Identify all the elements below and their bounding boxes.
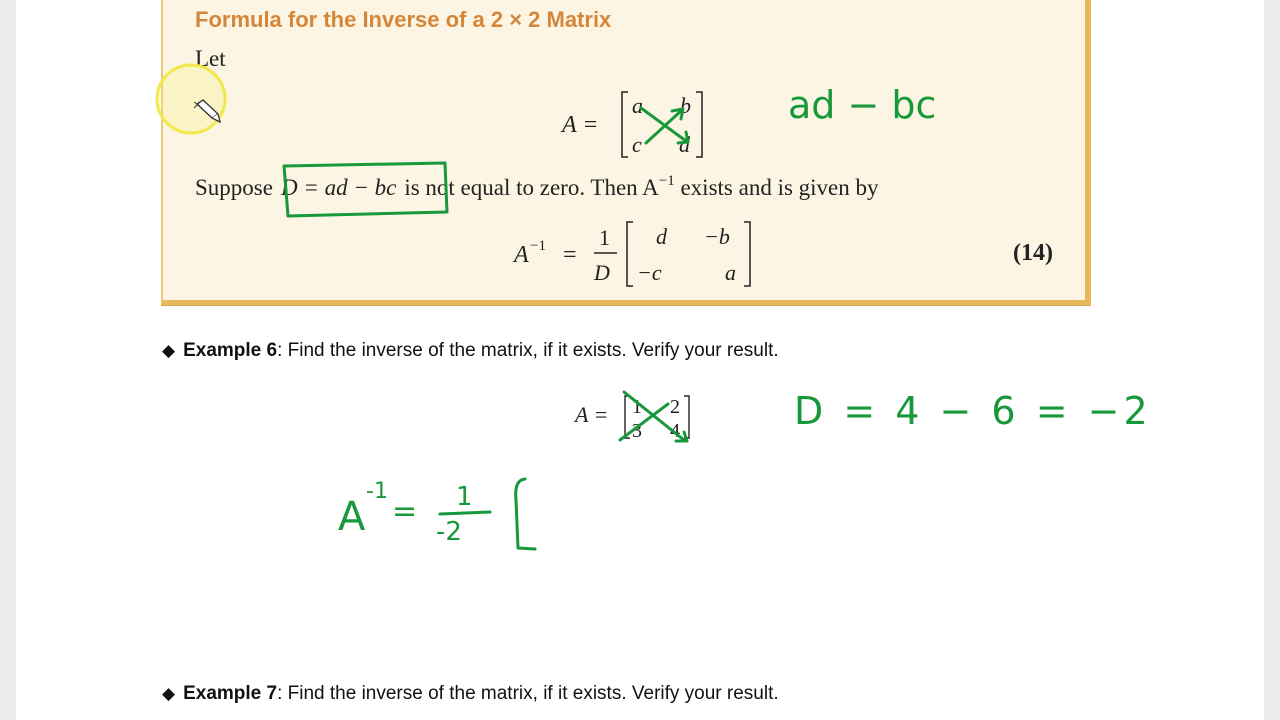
suppose-suffix-1: is not equal to zero. Then A <box>404 175 659 200</box>
suppose-exponent: −1 <box>658 173 675 189</box>
handwritten-ad-minus-bc: ad − bc <box>788 83 937 127</box>
inverse-entry: −b <box>704 224 730 249</box>
example-6-matrix <box>573 396 689 442</box>
left-bracket <box>625 396 630 438</box>
example-6-text: : Find the inverse of the matrix, if it exists. Verify your result. <box>277 340 779 361</box>
fraction-numerator: 1 <box>599 225 610 250</box>
inverse-entry: d <box>656 224 667 249</box>
matrix-a-entry: c <box>632 132 642 157</box>
example-6-matrix-lhs: A = <box>575 402 609 427</box>
formula-box <box>161 0 1091 305</box>
example-6-matrix-entry: 4 <box>670 420 680 442</box>
handwritten-equals: = <box>392 494 418 529</box>
let-label: Let <box>195 46 226 71</box>
example-7-text: : Find the inverse of the matrix, if it exists. Verify your result. <box>277 683 779 704</box>
example-7-heading <box>162 683 779 705</box>
diamond-bullet-icon: ◆ <box>162 341 176 360</box>
suppose-sentence <box>195 175 879 201</box>
handwritten-numerator: 1 <box>456 482 473 512</box>
suppose-suffix-2: exists and is given by <box>680 175 879 200</box>
cross-arrow-diagonal <box>624 392 687 441</box>
formula-box-title: Formula for the Inverse of a 2 × 2 Matrix <box>195 7 612 32</box>
diamond-bullet-icon: ◆ <box>162 684 176 703</box>
example-6-matrix-entry: 3 <box>632 420 642 442</box>
inverse-entry: −c <box>637 260 662 285</box>
handwritten-inverse-symbol: A <box>338 494 366 540</box>
inverse-lhs-exponent: −1 <box>530 238 546 254</box>
example-6-label: Example 6 <box>183 340 278 361</box>
matrix-a-entry: a <box>632 93 643 118</box>
determinant-expression: D = ad − bc <box>280 175 397 200</box>
inverse-equals: = <box>563 242 577 268</box>
inverse-entry: a <box>725 260 736 285</box>
right-margin <box>1264 0 1280 720</box>
handwritten-determinant-value: D = 4 − 6 = −2 <box>794 389 1152 433</box>
example-6-matrix-entry: 2 <box>670 396 680 418</box>
handwritten-bracket <box>516 479 535 549</box>
example-7-label: Example 7 <box>183 683 278 704</box>
right-bracket <box>684 396 689 438</box>
matrix-a-entry: d <box>679 132 690 157</box>
fraction-denominator: D <box>594 260 610 285</box>
cross-arrow-antidiagonal <box>620 404 668 440</box>
suppose-prefix: Suppose <box>195 175 273 200</box>
handwritten-fraction-bar <box>440 512 490 514</box>
equation-number: (14) <box>1013 240 1053 266</box>
example-6-heading <box>162 340 779 362</box>
inverse-lhs-base: A <box>514 242 529 268</box>
example-6-matrix-entry: 1 <box>632 396 642 418</box>
handwritten-denominator: -2 <box>436 517 462 547</box>
matrix-a-lhs: A = <box>562 112 599 138</box>
handwritten-inverse-exponent: -1 <box>366 479 388 504</box>
left-margin <box>0 0 16 720</box>
matrix-a-entry: b <box>680 93 691 118</box>
